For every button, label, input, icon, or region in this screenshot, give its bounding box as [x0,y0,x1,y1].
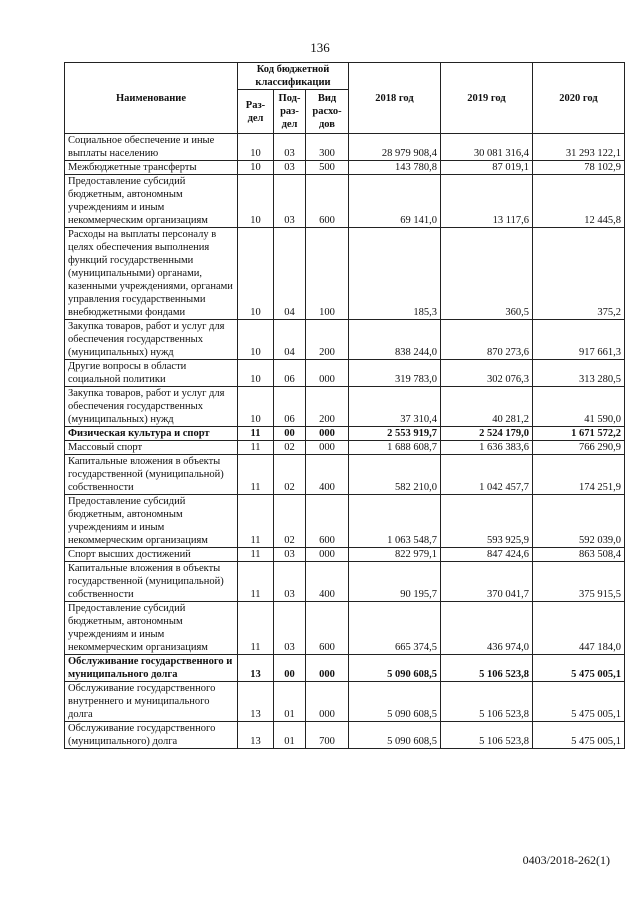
row-name: Обслуживание государственного внутреннего и муниципального долга [65,682,238,722]
row-expense-type: 100 [306,228,349,320]
row-value-2020: 5 475 005,1 [533,722,625,749]
table-row [65,495,625,548]
row-subsection: 03 [274,161,306,175]
row-name: Предоставление субсидий бюджетным, автономным учреждениям и иным некоммерческим организациям [65,175,238,228]
row-subsection: 04 [274,320,306,360]
row-section: 11 [238,602,274,655]
table-row [65,562,625,602]
row-value-2020: 592 039,0 [533,495,625,548]
row-value-2019: 87 019,1 [441,161,533,175]
row-value-2018: 5 090 608,5 [349,722,441,749]
row-value-2019: 302 076,3 [441,360,533,387]
row-section: 10 [238,360,274,387]
row-value-2019: 5 106 523,8 [441,682,533,722]
budget-table [64,62,625,749]
row-subsection: 03 [274,548,306,562]
row-subsection: 06 [274,387,306,427]
table-row [65,175,625,228]
row-section: 13 [238,682,274,722]
row-name: Капитальные вложения в объекты государственной (муниципальной) собственности [65,455,238,495]
row-value-2018: 838 244,0 [349,320,441,360]
row-value-2018: 2 553 919,7 [349,427,441,441]
row-value-2019: 2 524 179,0 [441,427,533,441]
row-subsection: 03 [274,602,306,655]
row-expense-type: 600 [306,602,349,655]
row-value-2018: 185,3 [349,228,441,320]
table-row [65,161,625,175]
row-section: 13 [238,722,274,749]
table-row [65,360,625,387]
row-section: 13 [238,655,274,682]
row-section: 11 [238,441,274,455]
table-row [65,441,625,455]
row-section: 10 [238,134,274,161]
row-value-2020: 78 102,9 [533,161,625,175]
row-expense-type: 400 [306,455,349,495]
row-value-2019: 1 042 457,7 [441,455,533,495]
row-section: 10 [238,175,274,228]
row-name: Закупка товаров, работ и услуг для обеспечения государственных (муниципальных) нужд [65,320,238,360]
row-value-2018: 822 979,1 [349,548,441,562]
table-row [65,682,625,722]
row-subsection: 03 [274,134,306,161]
row-section: 11 [238,495,274,548]
row-value-2020: 447 184,0 [533,602,625,655]
row-subsection: 01 [274,682,306,722]
row-section: 11 [238,455,274,495]
row-value-2018: 90 195,7 [349,562,441,602]
table-row [65,722,625,749]
row-name: Расходы на выплаты персоналу в целях обеспечения выполнения функций государственными (муниципальными) органами, казенными учреждениями, органами управления государственными внебюджетными фондами [65,228,238,320]
row-value-2020: 41 590,0 [533,387,625,427]
row-name: Капитальные вложения в объекты государственной (муниципальной) собственности [65,562,238,602]
row-value-2020: 375 915,5 [533,562,625,602]
row-expense-type: 500 [306,161,349,175]
row-expense-type: 200 [306,387,349,427]
row-expense-type: 000 [306,360,349,387]
header-year-2019: 2019 год [441,63,533,134]
row-value-2019: 847 424,6 [441,548,533,562]
row-value-2020: 174 251,9 [533,455,625,495]
header-section: Раз-дел [238,90,274,134]
row-name: Закупка товаров, работ и услуг для обеспечения государственных (муниципальных) нужд [65,387,238,427]
row-subsection: 00 [274,655,306,682]
table-row [65,655,625,682]
row-name: Другие вопросы в области социальной политики [65,360,238,387]
row-subsection: 03 [274,175,306,228]
header-code-group: Код бюджетной классификации [238,63,349,90]
page-number: 136 [310,40,330,55]
row-section: 11 [238,427,274,441]
table-row [65,427,625,441]
document-code: 0403/2018-262(1) [522,853,610,867]
row-section: 10 [238,161,274,175]
row-expense-type: 600 [306,495,349,548]
table-row [65,320,625,360]
row-value-2019: 593 925,9 [441,495,533,548]
row-value-2019: 360,5 [441,228,533,320]
row-name: Предоставление субсидий бюджетным, автономным учреждениям и иным некоммерческим организациям [65,602,238,655]
row-expense-type: 000 [306,441,349,455]
row-value-2020: 375,2 [533,228,625,320]
row-subsection: 02 [274,495,306,548]
row-value-2018: 5 090 608,5 [349,655,441,682]
row-expense-type: 400 [306,562,349,602]
row-value-2020: 31 293 122,1 [533,134,625,161]
row-value-2020: 5 475 005,1 [533,682,625,722]
row-expense-type: 700 [306,722,349,749]
row-subsection: 02 [274,455,306,495]
row-expense-type: 000 [306,548,349,562]
table-row [65,602,625,655]
row-value-2018: 28 979 908,4 [349,134,441,161]
row-subsection: 01 [274,722,306,749]
row-value-2018: 69 141,0 [349,175,441,228]
row-value-2020: 12 445,8 [533,175,625,228]
row-value-2018: 582 210,0 [349,455,441,495]
table-header [65,63,625,134]
row-value-2018: 37 310,4 [349,387,441,427]
row-section: 10 [238,228,274,320]
row-value-2019: 436 974,0 [441,602,533,655]
row-value-2018: 5 090 608,5 [349,682,441,722]
row-subsection: 02 [274,441,306,455]
table-row [65,134,625,161]
row-expense-type: 200 [306,320,349,360]
row-subsection: 00 [274,427,306,441]
header-year-2018: 2018 год [349,63,441,134]
row-name: Спорт высших достижений [65,548,238,562]
row-section: 10 [238,320,274,360]
row-expense-type: 300 [306,134,349,161]
row-value-2018: 665 374,5 [349,602,441,655]
row-subsection: 03 [274,562,306,602]
header-subsection: Под-раз-дел [274,90,306,134]
table-row [65,455,625,495]
row-value-2019: 1 636 383,6 [441,441,533,455]
row-section: 11 [238,562,274,602]
row-value-2019: 13 117,6 [441,175,533,228]
row-value-2020: 1 671 572,2 [533,427,625,441]
row-value-2019: 40 281,2 [441,387,533,427]
row-value-2018: 1 688 608,7 [349,441,441,455]
row-expense-type: 000 [306,682,349,722]
header-expense-type: Вид расхо-дов [306,90,349,134]
row-value-2020: 863 508,4 [533,548,625,562]
row-value-2020: 766 290,9 [533,441,625,455]
table-row [65,387,625,427]
row-name: Социальное обеспечение и иные выплаты населению [65,134,238,161]
row-expense-type: 600 [306,175,349,228]
row-name: Массовый спорт [65,441,238,455]
table-row [65,228,625,320]
row-expense-type: 000 [306,655,349,682]
row-value-2019: 5 106 523,8 [441,722,533,749]
row-value-2019: 30 081 316,4 [441,134,533,161]
row-name: Физическая культура и спорт [65,427,238,441]
row-expense-type: 000 [306,427,349,441]
row-subsection: 04 [274,228,306,320]
row-value-2018: 1 063 548,7 [349,495,441,548]
row-value-2020: 5 475 005,1 [533,655,625,682]
row-name: Обслуживание государственного и муниципального долга [65,655,238,682]
row-section: 10 [238,387,274,427]
row-name: Обслуживание государственного (муниципального) долга [65,722,238,749]
row-value-2018: 143 780,8 [349,161,441,175]
row-value-2018: 319 783,0 [349,360,441,387]
row-name: Предоставление субсидий бюджетным, автономным учреждениям и иным некоммерческим организациям [65,495,238,548]
row-subsection: 06 [274,360,306,387]
row-section: 11 [238,548,274,562]
table-body [65,134,625,749]
row-value-2019: 5 106 523,8 [441,655,533,682]
row-value-2019: 870 273,6 [441,320,533,360]
header-year-2020: 2020 год [533,63,625,134]
row-name: Межбюджетные трансферты [65,161,238,175]
row-value-2020: 313 280,5 [533,360,625,387]
header-name: Наименование [65,63,238,134]
row-value-2019: 370 041,7 [441,562,533,602]
table-row [65,548,625,562]
row-value-2020: 917 661,3 [533,320,625,360]
